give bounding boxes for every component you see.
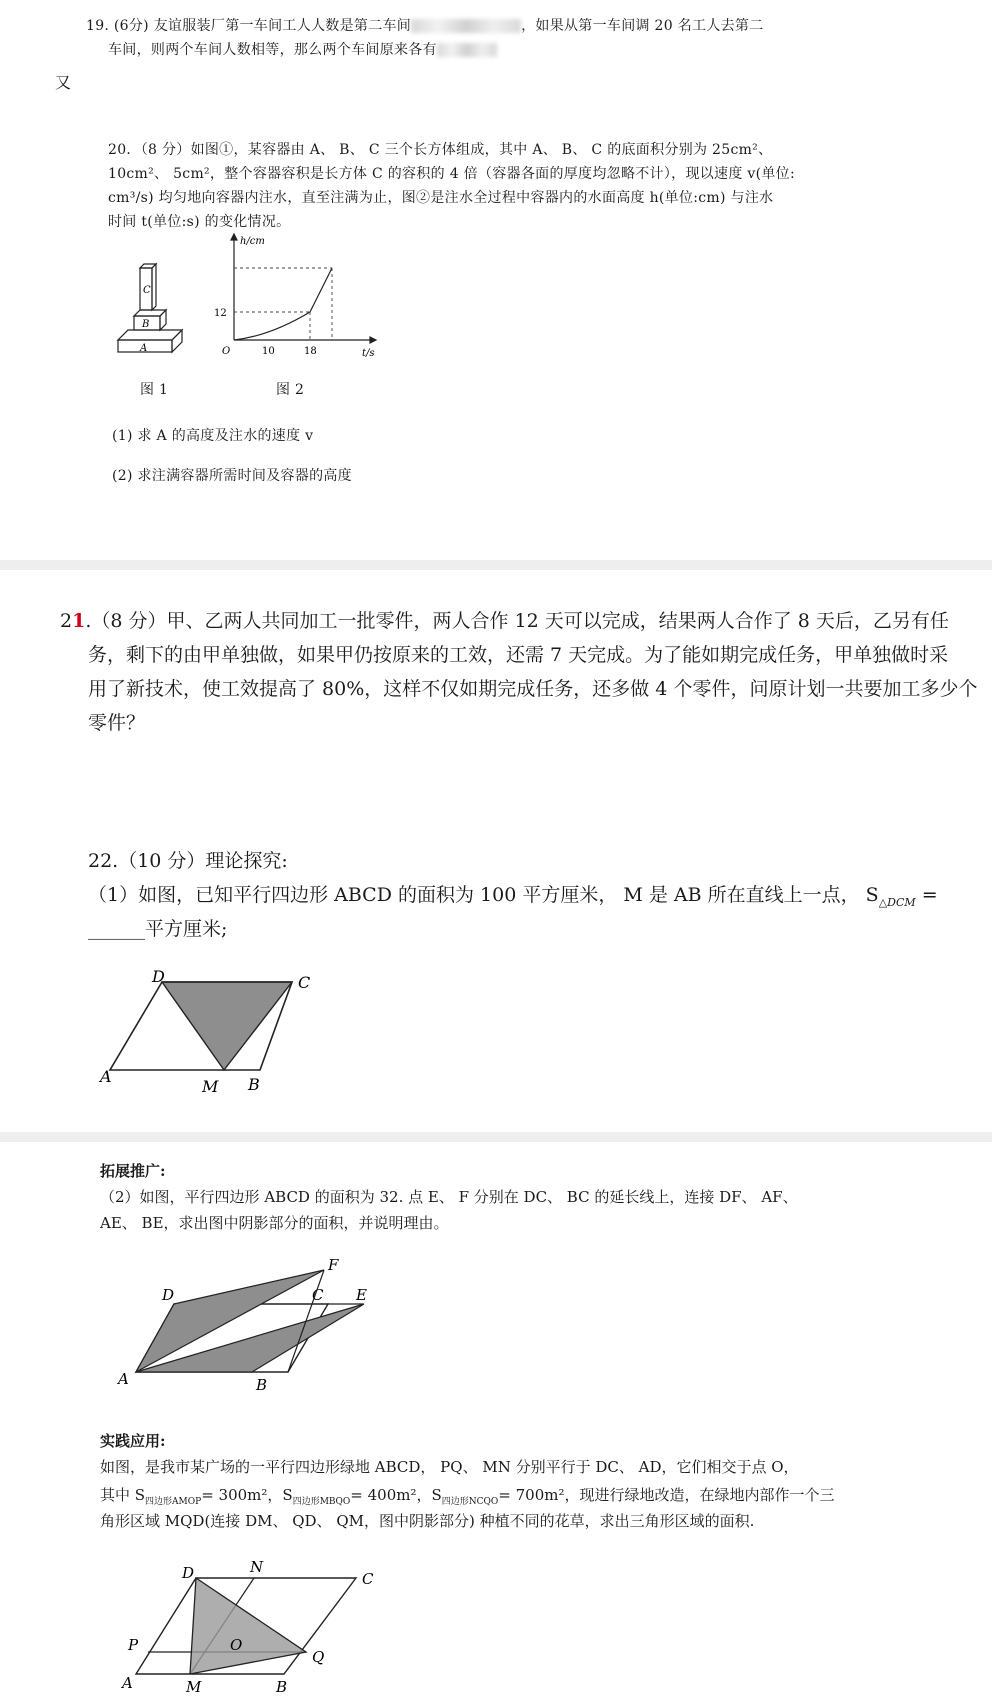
app-label-b: B (276, 1678, 288, 1696)
divider-2 (0, 1132, 992, 1142)
app-label-o: O (230, 1636, 243, 1654)
ext-label-e: E (356, 1286, 367, 1304)
ext-figure (116, 1256, 386, 1396)
q22-label-a: A (100, 1067, 112, 1086)
q19-line1-tail: ，如果从第一车间调 20 名工人去第二 (521, 18, 764, 34)
ext-label-a: A (118, 1370, 129, 1388)
q22-line2 (88, 912, 227, 946)
q22-figure (100, 967, 330, 1120)
ext-line1: （2）如图，平行四边形 ABCD 的面积为 32. 点 E、 F 分别在 DC、 BC 的延长线上，连接 DF、 AF、 (100, 1188, 798, 1206)
section-q21-q22 (0, 570, 992, 1132)
ext-label-f: F (328, 1256, 339, 1274)
q20-figure2 (214, 232, 380, 362)
app-label-n: N (250, 1558, 264, 1576)
q20-figure1 (112, 260, 202, 360)
fig1-a-side (172, 330, 182, 352)
fig2-curve (234, 268, 332, 340)
q21-line2: 务，剩下的由甲单独做，如果甲仍按原来的工效，还需 7 天完成。为了能如期完成任务，甲单独做时采 (88, 644, 949, 666)
app-line2-c: = 400m²，S (350, 1486, 442, 1504)
app-sub2: 四边形MBQO (292, 1497, 351, 1507)
q22-line2-tail: 平方厘米; (145, 918, 228, 940)
q21-red-mark: 1 (72, 610, 86, 632)
fig2-t-arrow (370, 337, 376, 343)
app-label-a: A (122, 1674, 133, 1692)
ext-line2: AE、 BE，求出图中阴影部分的面积，并说明理由。 (100, 1214, 449, 1232)
app-sub1: 四边形AMOP (145, 1497, 202, 1507)
fig1-caption: 图 1 (140, 382, 169, 398)
divider-1 (0, 560, 992, 570)
app-label-d: D (182, 1564, 195, 1582)
fig1-label-c: C (143, 285, 151, 296)
ext-title: 拓展推广: (100, 1162, 166, 1180)
q22-blank: ______ (88, 918, 145, 940)
fig2-x18: 18 (304, 346, 317, 357)
app-line2-d: = 700m²，现进行绿地改造，在绿地内部作一个三 (498, 1486, 835, 1504)
q19-line2 (108, 38, 497, 62)
q20-sub2: (2) 求注满容器所需时间及容器的高度 (112, 468, 352, 484)
q21-line1 (60, 604, 949, 638)
fig2-caption: 图 2 (276, 382, 305, 398)
redacted-blur (411, 19, 521, 33)
q21-line1-text: .（8 分）甲、乙两人共同加工一批零件，两人合作 12 天可以完成，结果两人合作了 8 天后，乙另有任 (85, 610, 949, 632)
ext-label-b: B (256, 1376, 268, 1394)
app-label-c: C (362, 1570, 374, 1588)
fig2-h-arrow (231, 234, 237, 240)
q22-title: 22.（10 分）理论探究: (88, 850, 288, 872)
ext-label-c: C (312, 1286, 324, 1304)
q21-num: 2 (60, 610, 73, 632)
app-title: 实践应用: (100, 1432, 166, 1450)
app-shaded-triangle (190, 1578, 306, 1674)
app-label-p: P (128, 1636, 139, 1654)
fig1-c-side (152, 264, 156, 310)
q22-label-d: D (152, 967, 165, 986)
fig2-h-label: h/cm (240, 236, 265, 247)
fig1-label-a: A (140, 343, 148, 354)
q20-line4: 时间 t(单位:s) 的变化情况。 (108, 214, 291, 230)
fig2-x10: 10 (262, 346, 275, 357)
app-sub3: 四边形NCQO (441, 1497, 499, 1507)
app-figure (116, 1550, 396, 1696)
section-extension (0, 1142, 992, 1698)
q22-label-c: C (298, 973, 311, 992)
q22-eq: = (915, 884, 938, 906)
app-label-q: Q (312, 1648, 325, 1666)
q22-shaded-triangle (162, 982, 292, 1070)
app-line1: 如图，是我市某广场的一平行四边形绿地 ABCD， PQ、 MN 分别平行于 DC、 AD，它们相交于点 O， (100, 1458, 799, 1476)
fig2-origin: O (222, 346, 231, 357)
q20-line1: 20．（8 分）如图①，某容器由 A、 B、 C 三个长方体组成，其中 A、 B、 C 的底面积分别为 25cm²、 (108, 142, 773, 158)
app-line2-b: = 300m²，S (201, 1486, 293, 1504)
ext-label-d: D (162, 1286, 175, 1304)
q22-label-m: M (202, 1077, 219, 1096)
q22-sub: △DCM (878, 895, 916, 909)
fig2-t-label: t/s (362, 348, 375, 359)
section-q19-q20 (0, 0, 992, 560)
q19-line2-text: 车间，则两个车间人数相等，那么两个车间原来各有 (108, 42, 437, 58)
fig2-y12: 12 (214, 308, 227, 319)
q20-line2: 10cm²、 5cm²，整个容器容积是长方体 C 的容积的 4 倍（容器各面的厚度均忽略不计），现以速度 v(单位: (108, 166, 795, 182)
fig1-b-side (160, 310, 166, 330)
q19-line1 (86, 14, 764, 38)
margin-mark: 又 (55, 73, 72, 92)
q20-sub1: (1) 求 A 的高度及注水的速度 v (112, 428, 314, 444)
q20-line3: cm³/s) 均匀地向容器内注水，直至注满为止，图②是注水全过程中容器内的水面高度 h(单位:cm) 与注水 (108, 190, 774, 206)
app-label-m: M (186, 1678, 202, 1696)
q21-line4: 零件？ (88, 712, 146, 734)
q21-line3: 用了新技术，使工效提高了 80%，这样不仅如期完成任务，还多做 4 个零件，问原计划一共要加工多少个 (88, 678, 978, 700)
q22-label-b: B (248, 1075, 260, 1094)
app-line3: 角形区域 MQD(连接 DM、 QD、 QM，图中阴影部分) 种植不同的花草，求出三角形区域的面积. (100, 1512, 755, 1530)
app-line2-a: 其中 S (100, 1486, 146, 1504)
q22-line1-text: （1）如图，已知平行四边形 ABCD 的面积为 100 平方厘米， M 是 AB 所在直线上一点， S (88, 884, 879, 906)
q19-line1-text: 19. (6分) 友谊服装厂第一车间工人人数是第二车间 (86, 18, 412, 34)
redacted-blur-2 (437, 43, 497, 57)
fig1-a-top (118, 330, 182, 340)
fig1-label-b: B (142, 319, 150, 330)
